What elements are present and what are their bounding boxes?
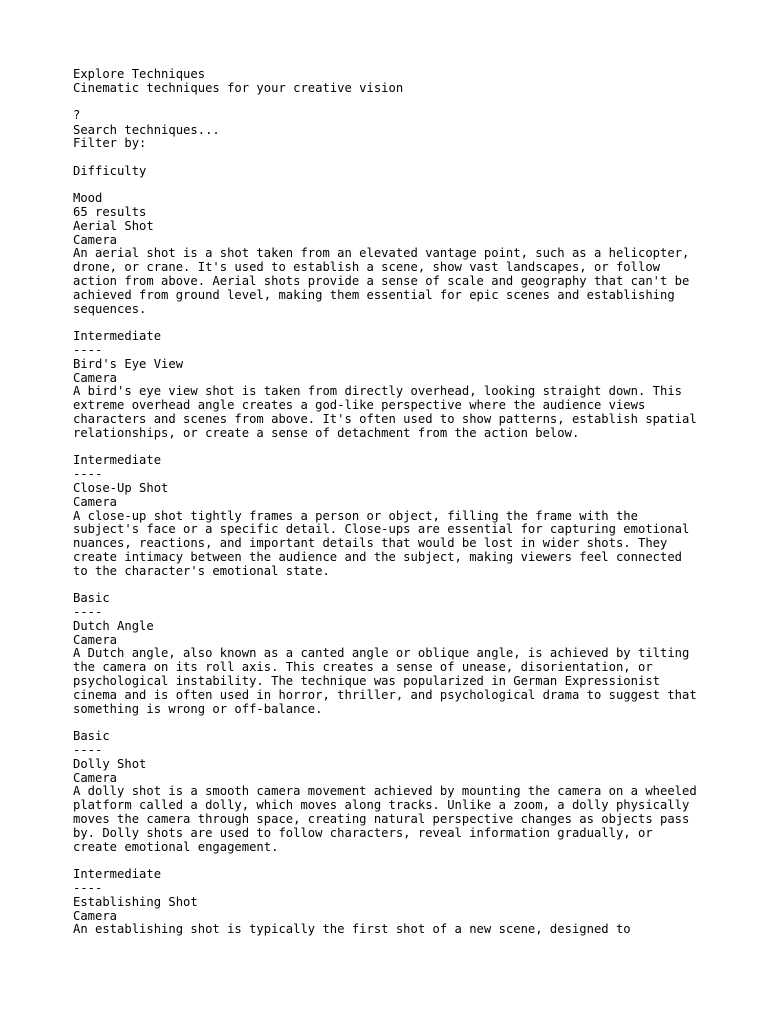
filter-label: Filter by: [73, 135, 147, 150]
technique-title[interactable]: Establishing Shot [73, 894, 198, 909]
difficulty-badge: Intermediate [73, 329, 162, 344]
card-separator: ---- [73, 342, 103, 357]
technique-category: Camera [73, 632, 118, 647]
technique-card-birds-eye-view[interactable] [73, 358, 753, 482]
card-separator: ---- [73, 605, 103, 620]
technique-category: Camera [73, 908, 118, 923]
spacer [73, 316, 753, 330]
technique-category: Camera [73, 494, 118, 509]
technique-category: Camera [73, 770, 118, 785]
technique-description: An establishing shot is typically the first shot of a new scene, designed to [73, 922, 631, 937]
technique-title[interactable]: Aerial Shot [73, 218, 154, 233]
difficulty-badge: Intermediate [73, 453, 162, 468]
technique-description: A dolly shot is a smooth camera movement achieved by mounting the camera on a wheeled platform called a dolly, which moves along tracks. Unlike a zoom, a dolly physically moves the camera through space, creating natural perspective changes as objects pass by. Dolly shots are used to follow characters, reveal information gradually, or create emotional engagement. [73, 784, 697, 854]
page-subtitle: Cinematic techniques for your creative vision [73, 80, 404, 95]
technique-description: A close-up shot tightly frames a person or object, filling the frame with the subject's face or a specific detail. Close-ups are essential for capturing emotional nuances, reactions, and important details that would be lost in wider shots. They create intimacy between the audience and the subject, making viewers feel connected to the character's emotional state. [73, 508, 690, 578]
results-count: 65 results [73, 204, 147, 219]
card-separator: ---- [73, 881, 103, 896]
difficulty-badge: Basic [73, 729, 110, 744]
mood-filter[interactable]: Mood [73, 191, 103, 206]
technique-title[interactable]: Dutch Angle [73, 618, 154, 633]
spacer [73, 578, 753, 592]
difficulty-badge: Intermediate [73, 867, 162, 882]
technique-description: A bird's eye view shot is taken from directly overhead, looking straight down. This extreme overhead angle creates a god-like perspective where the audience views characters and scenes from above. It's often used to show patterns, establish spatial relationships, or create a sense of detachment from the action below. [73, 384, 697, 440]
card-separator: ---- [73, 467, 103, 482]
spacer [73, 441, 753, 455]
technique-description: An aerial shot is a shot taken from an elevated vantage point, such as a helicopter, drone, or crane. It's used to establish a scene, show vast landscapes, or follow action from above. Aerial shots provide a sense of scale and geography that can't be achieved from ground level, making them essential for epic scenes and establishing sequences. [73, 246, 690, 316]
difficulty-filter[interactable]: Difficulty [73, 163, 147, 178]
technique-title[interactable]: Dolly Shot [73, 756, 147, 771]
technique-card-dolly-shot[interactable] [73, 758, 753, 896]
page-title: Explore Techniques [73, 67, 206, 81]
technique-title[interactable]: Bird's Eye View [73, 356, 184, 371]
technique-card-close-up-shot[interactable] [73, 482, 753, 620]
spacer [73, 178, 753, 192]
technique-card-aerial-shot[interactable] [73, 220, 753, 358]
technique-description: A Dutch angle, also known as a canted angle or oblique angle, is achieved by tilting the camera on its roll axis. This creates a sense of unease, disorientation, or psychological instability. The technique was popularized in German Expressionist cinema and is often used in horror, thriller, and psychological drama to suggest that something is wrong or off-balance. [73, 646, 697, 716]
card-separator: ---- [73, 743, 103, 758]
spacer [73, 96, 753, 110]
page-content [73, 68, 753, 937]
technique-category: Camera [73, 370, 118, 385]
spacer [73, 151, 753, 165]
search-input[interactable] [73, 123, 373, 137]
technique-title[interactable]: Close-Up Shot [73, 480, 169, 495]
spacer [73, 716, 753, 730]
search-icon[interactable]: ? [73, 108, 81, 123]
technique-card-establishing-shot[interactable] [73, 896, 753, 937]
technique-category: Camera [73, 232, 118, 247]
technique-card-dutch-angle[interactable] [73, 620, 753, 758]
spacer [73, 854, 753, 868]
difficulty-badge: Basic [73, 591, 110, 606]
